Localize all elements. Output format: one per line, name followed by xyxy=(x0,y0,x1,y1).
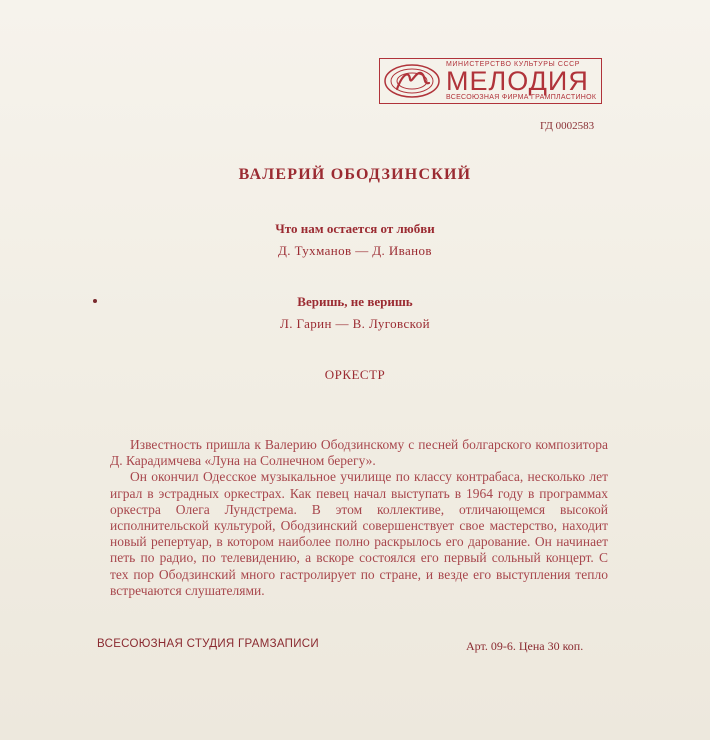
artist-name: ВАЛЕРИЙ ОБОДЗИНСКИЙ xyxy=(238,166,472,183)
song-title: Веришь, не веришь xyxy=(297,294,413,309)
song-title: Что нам остается от любви xyxy=(275,221,435,236)
logo-ministry-text: МИНИСТЕРСТВО КУЛЬТУРЫ СССР xyxy=(446,61,581,68)
artist-biography xyxy=(110,437,608,599)
bio-paragraph: Он окончил Одесское музыкальное училище по классу контрабаса, несколько лет играл в эстрадных оркестрах. Как певец начал выступать в 1964 году в программах оркестра Олега Лундстрема. В этом коллективе, отличающемся высокой исполнительской культурой, Ободзинский совершенствует свое мастерство, находит новый репертуар, в котором наиболее полно раскрылось его дарование. Он начинает петь по радио, по телевидению, а вскоре состоялся его первый сольный концерт. С тех пор Ободзинский много гастролирует по стране, и везде его выступления тепло встречаются слушателями. xyxy=(110,469,608,598)
song-authors: Л. Гарин — В. Луговской xyxy=(279,316,430,331)
logo-brand-text: МЕЛОДИЯ xyxy=(446,66,589,96)
bio-paragraph: Известность пришла к Валерию Ободзинскому с песней болгарского композитора Д. Карадимчева «Луна на Солнечном берегу». xyxy=(110,437,608,469)
melodiya-emblem-icon xyxy=(383,63,441,99)
price-label: Арт. 09-6. Цена 30 коп. xyxy=(466,639,584,653)
catalog-number: ГД 0002583 xyxy=(540,120,595,132)
logo-firm-text: ВСЕСОЮЗНАЯ ФИРМА ГРАМПЛАСТИНОК xyxy=(446,94,597,101)
orchestra-credit: ОРКЕСТР xyxy=(324,367,386,382)
studio-name: ВСЕСОЮЗНАЯ СТУДИЯ ГРАМЗАПИСИ xyxy=(97,638,319,650)
song-authors: Д. Тухманов — Д. Иванов xyxy=(278,243,432,258)
melodiya-logo xyxy=(379,58,602,104)
